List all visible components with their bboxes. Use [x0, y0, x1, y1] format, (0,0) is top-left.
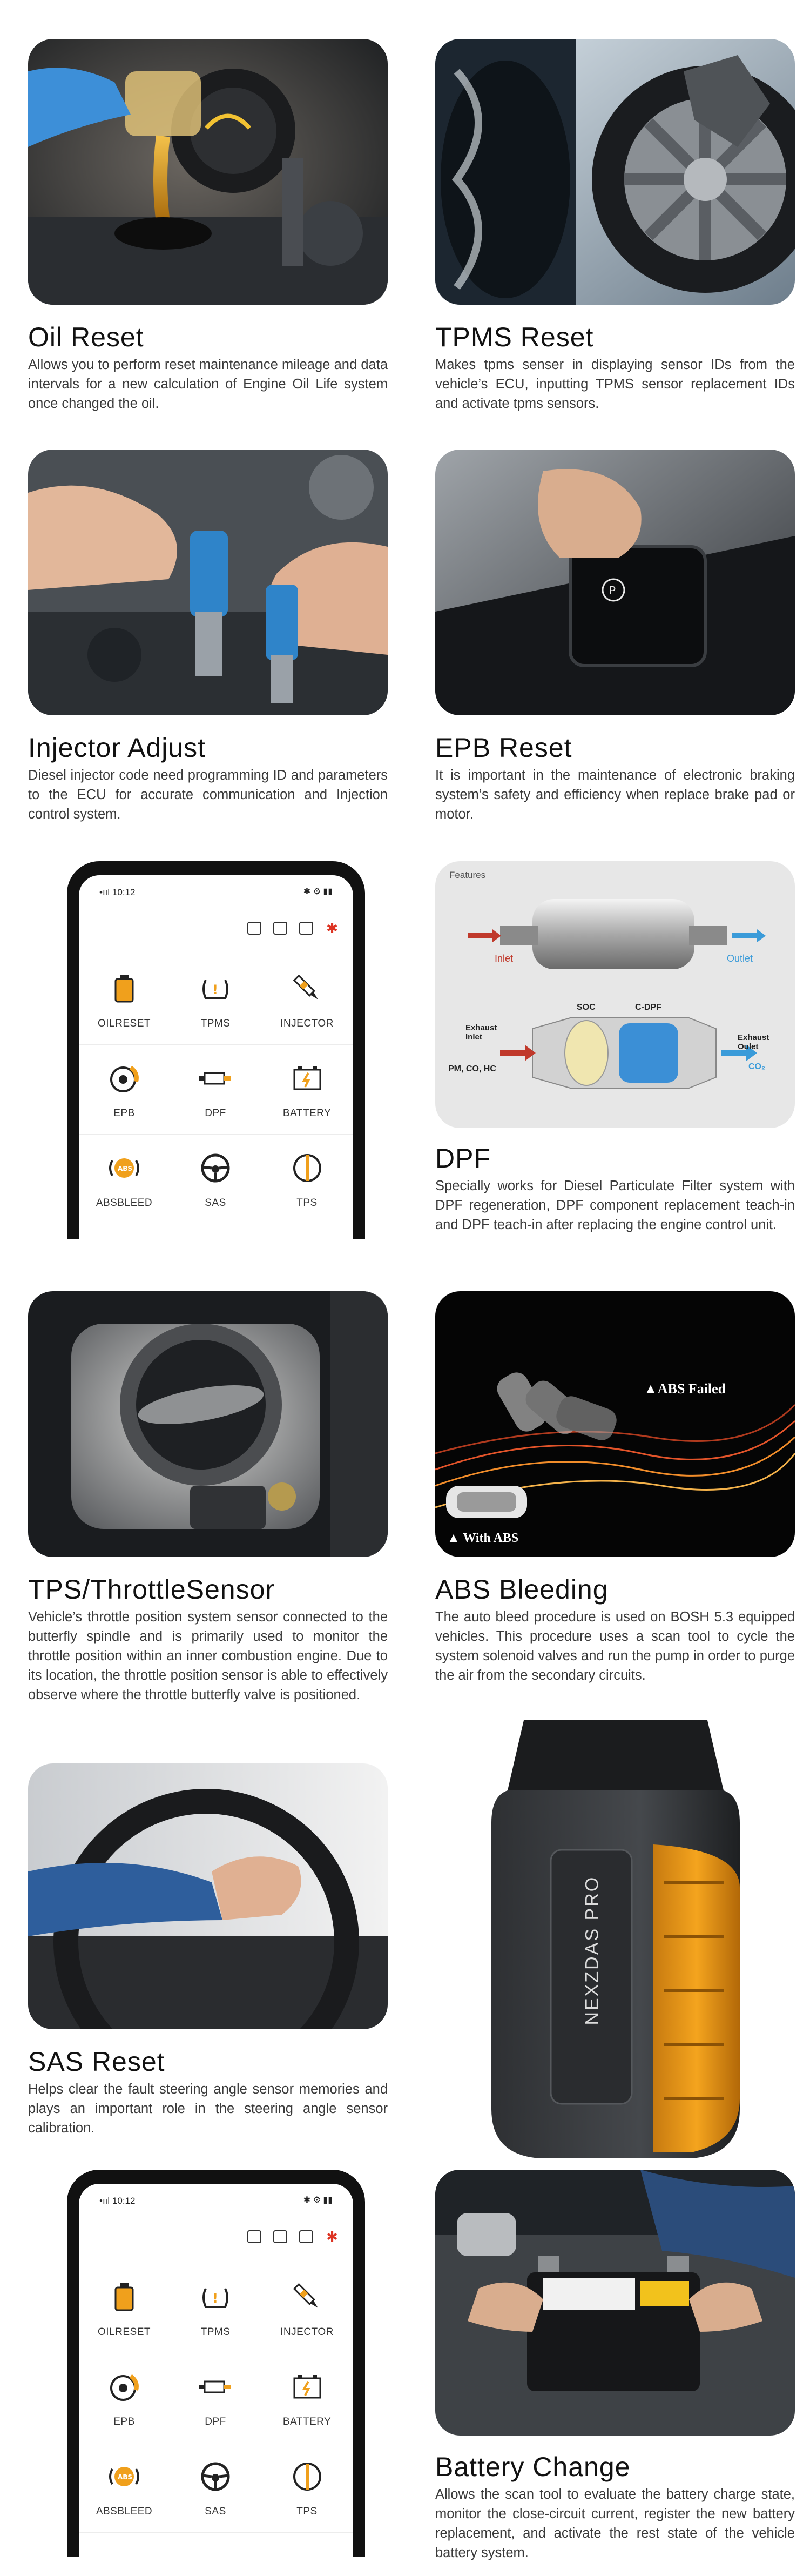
app-sas[interactable]	[170, 2443, 261, 2533]
status-icons: ✱ ⚙ ▮▮	[303, 2196, 333, 2205]
dpf-filter-icon	[198, 1061, 233, 1096]
tire-pressure-icon	[198, 971, 233, 1006]
throttle-sensor-photo	[28, 1291, 388, 1557]
app-epb[interactable]	[79, 2353, 170, 2443]
battery-change-photo	[435, 2170, 795, 2436]
brake-disc-icon	[107, 1061, 141, 1096]
app-tps[interactable]	[261, 2443, 353, 2533]
with-abs-label: ▲ With ABS	[447, 1531, 519, 1545]
oil-reset-title: Oil Reset	[28, 322, 144, 352]
app-label: SAS	[205, 1197, 226, 1209]
phone-screen	[79, 2184, 353, 2557]
obd-dongle-illustration	[486, 1709, 745, 2161]
app-tpms[interactable]	[170, 955, 261, 1045]
app-label: EPB	[113, 1108, 135, 1119]
bluetooth-icon[interactable]: ✱	[326, 920, 338, 936]
app-absbleed[interactable]	[79, 1135, 170, 1224]
video-icon[interactable]	[273, 922, 287, 935]
app-label: SAS	[205, 2506, 226, 2517]
abs-bleeding-desc: The auto bleed procedure is used on BOSH 5.3 equipped vehicles. This procedure uses a scan tool to cycle the system solenoid valves and run the pump in order to purge the air from the secondary circuits.	[435, 1609, 795, 1683]
tire-pressure-icon	[198, 2280, 233, 2315]
epb-reset-desc: It is important in the maintenance of electronic braking system’s safety and efficiency when replace brake pad or motor.	[435, 768, 795, 822]
sas-reset-title: SAS Reset	[28, 2047, 165, 2077]
image-icon[interactable]	[299, 922, 313, 935]
app-dpf[interactable]	[170, 1045, 261, 1135]
app-injector[interactable]	[261, 955, 353, 1045]
co2-label: CO₂	[748, 1062, 766, 1071]
app-sas[interactable]	[170, 1135, 261, 1224]
battery-change-title: Battery Change	[435, 2452, 631, 2482]
dpf-diagram	[435, 861, 795, 1128]
outlet-label: Outlet	[727, 953, 753, 964]
battery-icon	[290, 1061, 325, 1096]
cdpf-label: C-DPF	[635, 1003, 662, 1012]
exhaust-inlet-label: Exhaust Inlet	[465, 1023, 497, 1042]
tps-title: TPS/ThrottleSensor	[28, 1574, 275, 1605]
image-icon[interactable]	[299, 2230, 313, 2243]
injector-icon	[290, 971, 325, 1006]
app-oilreset[interactable]	[79, 955, 170, 1045]
svg-text:!: !	[212, 2291, 218, 2306]
tps-desc: Vehicle’s throttle position system sensor connected to the butterfly spindle and is primarily used to monitor the throttle position within an inner combustion engine. Due to its location, the throttle position sensor is able to effectively observe where the throttle butterfly valve is positioned.	[28, 1609, 388, 1702]
brake-disc-icon	[107, 2370, 141, 2404]
app-label: OILRESET	[98, 1018, 151, 1029]
nexzdas-pro-device	[486, 1709, 745, 2161]
report-icon[interactable]	[247, 2230, 261, 2243]
abs-icon	[107, 2459, 141, 2494]
app-label: EPB	[113, 2416, 135, 2427]
app-label: DPF	[205, 2416, 226, 2427]
app-injector[interactable]	[261, 2264, 353, 2353]
app-label: ABSBLEED	[96, 2506, 153, 2517]
svg-text:!: !	[212, 982, 218, 997]
svg-text:ABS: ABS	[118, 1165, 133, 1172]
phone-mockup-1	[67, 861, 365, 1239]
dpf-filter-icon	[198, 2370, 233, 2404]
battery-icon	[290, 2370, 325, 2404]
app-label: INJECTOR	[280, 2326, 334, 2338]
app-label: BATTERY	[282, 2416, 332, 2427]
app-tps[interactable]	[261, 1135, 353, 1224]
status-icons: ✱ ⚙ ▮▮	[303, 887, 333, 896]
dpf-illustration	[435, 861, 795, 1128]
injector-icon	[290, 2280, 325, 2315]
abs-icon	[107, 1151, 141, 1185]
features-label: Features	[449, 870, 486, 880]
app-absbleed[interactable]	[79, 2443, 170, 2533]
device-brand-label: NEXZDAS PRO	[582, 1875, 603, 2025]
oil-reset-photo	[28, 39, 388, 305]
video-icon[interactable]	[273, 2230, 287, 2243]
throttle-icon	[290, 1151, 325, 1185]
tpms-reset-desc: Makes tpms senser in displaying sensor IDs from the vehicle’s ECU, inputting TPMS sensor replacement IDs and activate tpms sensors.	[435, 357, 795, 411]
status-time: •ııl 10:12	[99, 887, 136, 897]
app-battery[interactable]	[261, 1045, 353, 1135]
sas-reset-photo	[28, 1763, 388, 2029]
inlet-label: Inlet	[495, 953, 514, 964]
epb-reset-title: EPB Reset	[435, 733, 572, 763]
steering-wheel-icon	[198, 2459, 233, 2494]
app-label: OILRESET	[98, 2326, 151, 2338]
dpf-title: DPF	[435, 1143, 491, 1173]
app-label: INJECTOR	[280, 1018, 334, 1029]
bluetooth-icon[interactable]: ✱	[326, 2229, 338, 2245]
injector-adjust-title: Injector Adjust	[28, 733, 206, 763]
epb-reset-photo	[435, 450, 795, 715]
battery-change-desc: Allows the scan tool to evaluate the battery charge state, monitor the close-circuit current, register the new battery replacement, and activate the rest state of the vehicle battery system.	[435, 2487, 795, 2560]
app-label: TPMS	[200, 2326, 231, 2338]
exhaust-outlet-label: Exhaust Oulet	[738, 1033, 770, 1051]
app-label: TPS	[296, 2506, 318, 2517]
app-label: TPS	[296, 1197, 318, 1209]
app-label: ABSBLEED	[96, 1197, 153, 1209]
app-tpms[interactable]	[170, 2264, 261, 2353]
oil-can-icon	[107, 971, 141, 1006]
app-label: BATTERY	[282, 1108, 332, 1119]
app-toolbar	[247, 2230, 339, 2243]
tpms-reset-title: TPMS Reset	[435, 322, 594, 352]
abs-bleeding-title: ABS Bleeding	[435, 1574, 609, 1605]
app-oilreset[interactable]	[79, 2264, 170, 2353]
app-epb[interactable]	[79, 1045, 170, 1135]
soc-label: SOC	[577, 1003, 596, 1012]
throttle-icon	[290, 2459, 325, 2494]
dpf-desc: Specially works for Diesel Particulate Filter system with DPF regeneration, DPF component replacement teach-in and DPF teach-in after replacing the engine control unit.	[435, 1178, 795, 1232]
injector-adjust-desc: Diesel injector code need programming ID and parameters to the ECU for accurate communication and Injection control system.	[28, 768, 388, 822]
injector-adjust-photo	[28, 450, 388, 715]
svg-text:P: P	[609, 584, 616, 597]
report-icon[interactable]	[247, 922, 261, 935]
app-dpf[interactable]	[170, 2353, 261, 2443]
app-battery[interactable]	[261, 2353, 353, 2443]
steering-wheel-icon	[198, 1151, 233, 1185]
svg-text:ABS: ABS	[118, 2473, 133, 2481]
pollutants-label: PM, CO, HC	[448, 1064, 496, 1074]
phone-screen	[79, 875, 353, 1239]
status-time: •ııl 10:12	[99, 2196, 136, 2206]
tpms-reset-photo	[435, 39, 795, 305]
app-label: DPF	[205, 1108, 226, 1119]
oil-can-icon	[107, 2280, 141, 2315]
oil-reset-desc: Allows you to perform reset maintenance mileage and data intervals for a new calculation of Engine Oil Life system once changed the oil.	[28, 357, 388, 411]
abs-failed-label: ▲ABS Failed	[644, 1381, 726, 1397]
sas-reset-desc: Helps clear the fault steering angle sensor memories and plays an important role in the steering angle sensor calibration.	[28, 2082, 388, 2136]
abs-bleeding-photo	[435, 1291, 795, 1557]
phone-mockup-2	[67, 2170, 365, 2557]
app-toolbar	[247, 922, 339, 935]
app-label: TPMS	[200, 1018, 231, 1029]
